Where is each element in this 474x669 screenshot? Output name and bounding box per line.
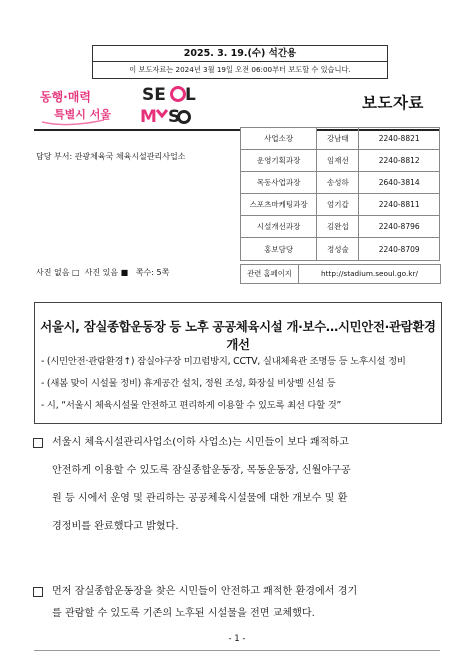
contact-name: 엄기갑 bbox=[317, 194, 359, 216]
paragraph-line: 서울시 체육시설관리사업소(이하 사업소)는 시민들이 보다 쾌적하고 bbox=[52, 437, 349, 448]
footer-rule bbox=[34, 650, 440, 651]
contact-phone: 2240-8811 bbox=[359, 194, 440, 216]
contact-row bbox=[241, 128, 440, 150]
attachments-line: 사진 없음 □ 사진 있음 ■ 쪽수: 5쪽 bbox=[36, 268, 170, 277]
contact-row bbox=[241, 238, 440, 260]
headline-box bbox=[34, 302, 442, 424]
contact-row bbox=[241, 150, 440, 172]
contact-role: 시설개선과장 bbox=[241, 216, 317, 238]
svg-text:SE: SE bbox=[142, 85, 166, 105]
press-release-label: 보도자료 bbox=[362, 94, 424, 112]
embargo-box bbox=[92, 45, 388, 79]
contact-phone: 2240-8821 bbox=[359, 128, 440, 150]
seoul-slogan-logo bbox=[38, 84, 110, 126]
contact-phone: 2240-8796 bbox=[359, 216, 440, 238]
department-line: 담당 부서: 관광체육국 체육시설관리사업소 bbox=[36, 152, 186, 161]
paragraph-line: 안전하게 이용할 수 있도록 잠실종합운동장, 목동운동장, 신월야구공 bbox=[52, 465, 351, 476]
contact-phone: 2640-3814 bbox=[359, 172, 440, 194]
paragraph-line: 경정비를 완료했다고 밝혔다. bbox=[52, 521, 179, 532]
paragraph-line: 원 등 시에서 운영 및 관리하는 공공체육시설물에 대한 개보수 및 환 bbox=[52, 493, 348, 504]
headline: 서울시, 잠실종합운동장 등 노후 공공체육시설 개·보수…시민안전·관람환경 개선 bbox=[40, 319, 436, 352]
website-label: 관련 홈페이지 bbox=[241, 265, 299, 283]
seoul-my-soul-logo bbox=[138, 80, 194, 130]
contact-name: 임재선 bbox=[317, 150, 359, 172]
contact-name: 김완섭 bbox=[317, 216, 359, 238]
website-row bbox=[240, 264, 441, 284]
contact-role: 목동사업과장 bbox=[241, 172, 317, 194]
embargo-date: 2025. 3. 19.(수) 석간용 bbox=[93, 46, 387, 62]
checkbox-bullet-icon bbox=[33, 438, 43, 448]
svg-text:S: S bbox=[168, 107, 181, 127]
contact-role: 운영기획과장 bbox=[241, 150, 317, 172]
summary-bullet: - 시, “서울시 체육시설물 안전하고 편리하게 이용할 수 있도록 최선 다할 것” bbox=[41, 400, 342, 411]
paragraph-line: 를 관람할 수 있도록 기존의 노후된 시설물을 전면 교체했다. bbox=[52, 608, 315, 619]
paragraph-line: 먼저 잠실종합운동장을 찾은 시민들이 안전하고 쾌적한 환경에서 경기 bbox=[52, 586, 358, 597]
svg-text:동행·매력: 동행·매력 bbox=[40, 90, 91, 104]
contact-phone: 2240-8812 bbox=[359, 150, 440, 172]
contact-role: 스포츠마케팅과장 bbox=[241, 194, 317, 216]
embargo-note: 이 보도자료는 2024년 3월 19일 오전 06:00부터 보도할 수 있습니다. bbox=[129, 65, 351, 74]
svg-text:M: M bbox=[140, 107, 157, 127]
contact-name: 송성하 bbox=[317, 172, 359, 194]
contact-role: 홍보담당 bbox=[241, 238, 317, 260]
contact-name: 강남태 bbox=[317, 128, 359, 150]
summary-bullet: - (시민안전·관람환경↑) 잠실야구장 미끄럼방지, CCTV, 실내체육관 조명등 등 노후시설 정비 bbox=[41, 356, 406, 367]
contact-role: 사업소장 bbox=[241, 128, 317, 150]
contact-name: 정성술 bbox=[317, 238, 359, 260]
contact-row bbox=[241, 216, 440, 238]
svg-text:L: L bbox=[185, 85, 196, 105]
contact-table bbox=[240, 127, 440, 261]
contact-row bbox=[241, 172, 440, 194]
summary-bullet: - (새봄 맞이 시설물 정비) 휴게공간 설치, 정원 조성, 화장실 비상벨 신설 등 bbox=[41, 378, 336, 389]
website-link[interactable]: http://stadium.seoul.go.kr/ bbox=[321, 269, 418, 278]
svg-text:특별시 서울: 특별시 서울 bbox=[54, 108, 111, 121]
contact-row bbox=[241, 194, 440, 216]
checkbox-bullet-icon bbox=[33, 587, 43, 597]
contact-phone: 2240-8709 bbox=[359, 238, 440, 260]
page-number: - 1 - bbox=[228, 634, 246, 644]
